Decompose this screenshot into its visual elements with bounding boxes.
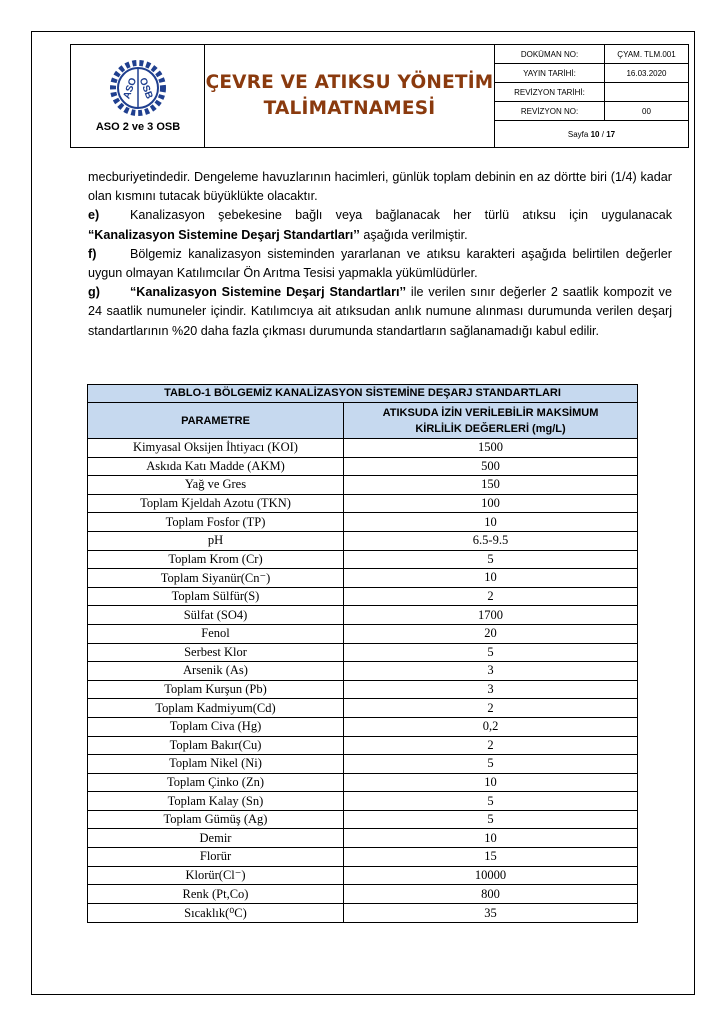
table-row [88, 848, 637, 867]
parameter-cell: Toplam Kadmiyum(Cd) [88, 699, 344, 717]
value-cell: 10 [484, 830, 497, 845]
parameter-cell: Toplam Krom (Cr) [88, 551, 344, 569]
table-header [88, 403, 637, 439]
value-cell: 5 [487, 793, 494, 808]
parameter-cell: Sıcaklık(⁰C) [88, 904, 344, 923]
parameter-cell: Sülfat (SO4) [88, 606, 344, 624]
table-row [88, 625, 637, 644]
meta-row-revision-date: REVİZYON TARİHİ: [495, 83, 688, 102]
table-row [88, 588, 637, 607]
table-row [88, 662, 637, 681]
aso-osb-logo [107, 57, 169, 119]
table-body [88, 439, 637, 922]
table-row [88, 551, 637, 570]
table-row [88, 439, 637, 458]
parameter-cell: Arsenik (As) [88, 662, 344, 680]
parameter-cell: Toplam Nikel (Ni) [88, 755, 344, 773]
parameter-cell: Toplam Çinko (Zn) [88, 774, 344, 792]
paragraph-continuation: mecburiyetindedir. Dengeleme havuzlarının hacimleri, günlük toplam debinin en az dörtte biri (1/4) kadar olan kısmını tutacak büyüklükte olacaktır. [88, 170, 672, 204]
parameter-cell: Toplam Kalay (Sn) [88, 792, 344, 810]
parameter-cell: Toplam Bakır(Cu) [88, 737, 344, 755]
meta-row-revision-no: REVİZYON NO: 00 [495, 102, 688, 121]
column-header-max-value: ATIKSUDA İZİN VERİLEBİLİR MAKSİMUM KİRLİLİK DEĞERLERİ (mg/L) [382, 406, 599, 435]
table-row [88, 495, 637, 514]
meta-row-doc-no: DOKÜMAN NO: ÇYAM. TLM.001 [495, 45, 688, 64]
value-cell: 1700 [478, 607, 503, 622]
parameter-cell: pH [88, 532, 344, 550]
value-cell: 500 [481, 458, 500, 473]
table-row [88, 885, 637, 904]
table-row [88, 606, 637, 625]
discharge-standards-table [87, 384, 638, 923]
value-cell: 150 [481, 477, 500, 492]
table-title: TABLO-1 BÖLGEMİZ KANALİZASYON SİSTEMİNE DEŞARJ STANDARTLARI [88, 385, 637, 403]
parameter-cell: Toplam Gümüş (Ag) [88, 811, 344, 829]
value-cell: 800 [481, 886, 500, 901]
svg-text:ASO: ASO [121, 76, 140, 101]
parameter-cell: Toplam Fosfor (TP) [88, 513, 344, 531]
parameter-cell: Toplam Kjeldah Azotu (TKN) [88, 495, 344, 513]
table-row [88, 699, 637, 718]
parameter-cell: Fenol [88, 625, 344, 643]
parameter-cell: Kimyasal Oksijen İhtiyacı (KOI) [88, 439, 344, 457]
paragraph-g: g) “Kanalizasyon Sistemine Deşarj Standartları’’ ile verilen sınır değerler 2 saatlik kompozit ve 24 saatlik numuneler içindir. Katılımcıya ait atıksudan anlık numune alınması durumunda verilen deşarj standartlarının %20 daha fazla çıkması durumunda standartların sağlanamadığı kabul edilir. [88, 285, 672, 338]
value-cell: 20 [484, 626, 497, 641]
table-row [88, 737, 637, 756]
value-cell: 15 [484, 849, 497, 864]
org-label: ASO 2 ve 3 OSB [95, 121, 181, 133]
value-cell: 2 [487, 737, 494, 752]
table-row [88, 476, 637, 495]
value-cell: 0,2 [482, 719, 499, 734]
table-row [88, 829, 637, 848]
value-cell: 10 [484, 774, 497, 789]
paragraph-f: f) Bölgemiz kanalizasyon sisteminden yararlanan ve atıksu karakteri aşağıda belirtilen değerler uygun olmayan Katılımcılar Ön Arıtma Tesisi yapmakla yükümlüdürler. [88, 246, 672, 281]
parameter-cell: Florür [88, 848, 344, 866]
value-cell: 10000 [474, 867, 507, 882]
table-row [88, 718, 637, 737]
parameter-cell: Askıda Katı Madde (AKM) [88, 458, 344, 476]
value-cell: 100 [481, 496, 500, 511]
paragraph-e: e) Kanalizasyon şebekesine bağlı veya bağlanacak her türlü atıksu için uygulanacak “Kanalizasyon Sistemine Deşarj Standartları’’ aşağıda verilmiştir. [88, 208, 672, 242]
value-cell: 5 [487, 756, 494, 771]
document-meta [495, 45, 688, 147]
parameter-cell: Demir [88, 829, 344, 847]
table-row [88, 774, 637, 793]
value-cell: 5 [487, 551, 494, 566]
table-row [88, 681, 637, 700]
table-row [88, 792, 637, 811]
value-cell: 10 [484, 570, 497, 585]
value-cell: 10 [484, 514, 497, 529]
value-cell: 2 [487, 700, 494, 715]
table-row [88, 458, 637, 477]
document-body [88, 168, 672, 341]
table-row [88, 532, 637, 551]
parameter-cell: Renk (Pt,Co) [88, 885, 344, 903]
value-cell: 2 [487, 589, 494, 604]
value-cell: 3 [487, 682, 494, 697]
title-cell [205, 45, 495, 147]
value-cell: 3 [487, 663, 494, 678]
parameter-cell: Serbest Klor [88, 644, 344, 662]
column-header-parameter: PARAMETRE [88, 403, 344, 438]
table-row [88, 644, 637, 663]
parameter-cell: Toplam Kurşun (Pb) [88, 681, 344, 699]
value-cell: 1500 [478, 440, 503, 455]
parameter-cell: Toplam Civa (Hg) [88, 718, 344, 736]
parameter-cell: Toplam Sülfür(S) [88, 588, 344, 606]
parameter-cell: Klorür(Cl⁻) [88, 867, 344, 885]
table-row [88, 755, 637, 774]
document-title: ÇEVRE VE ATIKSU YÖNETİM TALİMATNAMESİ [205, 72, 494, 119]
parameter-cell: Yağ ve Gres [88, 476, 344, 494]
value-cell: 35 [484, 905, 497, 920]
meta-row-publish-date: YAYIN TARİHİ: 16.03.2020 [495, 64, 688, 83]
value-cell: 6.5-9.5 [472, 533, 509, 548]
value-cell: 5 [487, 812, 494, 827]
table-row [88, 904, 637, 923]
table-row [88, 513, 637, 532]
svg-text:OSB: OSB [136, 76, 155, 101]
table-row [88, 569, 637, 588]
document-header [70, 44, 689, 148]
logo-cell [71, 45, 205, 147]
value-cell: 5 [487, 644, 494, 659]
table-row [88, 811, 637, 830]
table-row [88, 867, 637, 886]
page-number: Sayfa 10 / 17 [567, 129, 616, 139]
parameter-cell: Toplam Siyanür(Cn⁻) [88, 569, 344, 587]
